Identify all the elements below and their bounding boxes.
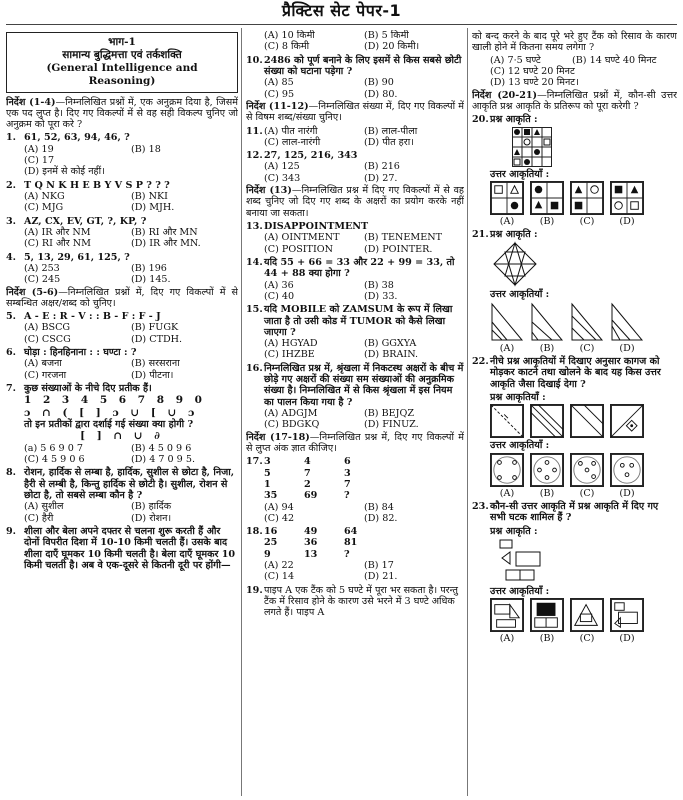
answer-figures — [472, 453, 677, 487]
answer-figure-c[interactable] — [570, 453, 604, 487]
question-9: 9. शीला और बेला अपने दफ्तर से चलना शुरू करती हैं और दोनों विपरीत दिशा में 10-10 किमी चलती हैं। उसके बाद शीला दाएँ घूमकर 10 किमी चलती है। बेला दाएँ घूमकर 10 किमी चलती है। अब वे एक-दूसरे से कितनी दूरी पर होंगी— — [6, 525, 236, 571]
question-16: 16. निम्नलिखित प्रश्न में, श्रृंखला में निकटस्थ अक्षरों के बीच में छोड़े गए अक्षरों की संख्या सम संख्याओं की अनुक्रमिक संख्या है। निम्नलिखित में से किस श्रृंखला में इस नियम का पालन किया गया है ? — [246, 362, 464, 408]
options: (A) 22 (B) 17 (C) 14 (D) 21. — [264, 560, 398, 583]
column-divider — [467, 28, 468, 796]
options: (A) बजना (B) सरसराना (C) गरजना (D) पीटना। — [24, 358, 180, 381]
question-text: तो इन प्रतीकों द्वारा दर्शाई गई संख्या क्या होगी ? — [24, 419, 194, 431]
question-19-continued: को बन्द करने के बाद पूरे भरे हुए टैंक को रिसाव के कारण खाली होने में कितना समय लगेगा ? — [472, 31, 677, 54]
instruction: निर्देश (11-12)—निम्नलिखित संख्या में, दिए गए विकल्पों में से विषम शब्द/संख्या चुनिए। — [246, 100, 464, 124]
options: (A) 125 (B) 216 (C) 343 (D) 27. — [264, 161, 400, 184]
answer-figure-d[interactable] — [610, 598, 644, 632]
question-11: 11. (A) पीत नारंगी (B) लाल-पीला — [246, 125, 418, 137]
question-20: 20. प्रश्न आकृति : — [472, 114, 538, 126]
grid-figure — [512, 127, 552, 167]
answer-figures-label: उत्तर आकृतियाँ : — [490, 168, 550, 180]
options: (A) ADGJM (B) BEJQZ (C) BDGKQ (D) FINUZ. — [264, 408, 419, 431]
instruction: निर्देश (17-18)—निम्नलिखित प्रश्न में, दिए गए विकल्पों में से लुप्त अंक ज्ञात कीजिए। — [246, 431, 464, 454]
options: (A) IR और NM (B) RI और MN (C) RI और NM (D) IR और MN. — [24, 226, 201, 250]
question-14: 14. यदि 55 + 66 = 33 और 22 + 99 = 33, तो 44 + 88 क्या होगा ? — [246, 256, 455, 280]
answer-figure-b[interactable] — [530, 453, 564, 487]
answer-figures-label: उत्तर आकृतियाँ : — [490, 585, 550, 597]
star-figure — [492, 241, 538, 287]
question-figure — [472, 127, 677, 167]
page-title: प्रैक्टिस सेट पेपर-1 — [281, 1, 402, 20]
question-22: 22. नीचे प्रश्न आकृतियों में दिखाए अनुसार कागज को मोड़कर काटने तथा खोलने के बाद यह किस उत्तर आकृति जैसा दिखाई देगा ? — [472, 356, 661, 390]
question-10: 10. 2486 को पूर्ण बनाने के लिए इसमें से किस सबसे छोटी संख्या को घटाना पड़ेगा ? — [246, 54, 462, 77]
answer-figure-b[interactable] — [530, 302, 564, 342]
question-15: 15. यदि MOBILE को ZAMSUM के रूप में लिखा जाता है तो उसी कोड में TUMOR को कैसे लिखा जाएगा ? — [246, 304, 453, 338]
fold-step-1 — [490, 404, 524, 438]
answer-figure-a[interactable] — [490, 598, 524, 632]
question-1: 1. 61, 52, 63, 94, 46, ? — [6, 132, 130, 144]
question-13: 13. DISAPPOINTMENT — [246, 221, 369, 232]
answer-figure-d[interactable] — [610, 181, 644, 215]
instruction: निर्देश (5-6)—निम्नलिखित प्रश्नों में, दिए गए विकल्पों में से सम्बन्धित अक्षर/शब्द को चुनिए। — [6, 286, 238, 309]
symbol-row: ɔ ∩ ( [ ] ɔ ∪ [ ∪ ɔ — [24, 406, 199, 419]
options: (a) 5 6 9 0 7 (B) 4 5 0 9 6 (C) 4 5 9 0 6 (D) 4 7 0 9 5. — [24, 442, 195, 466]
option-letters: (A) (B) (C) (D) — [499, 487, 635, 499]
option-letters: (A) (B) (C) (D) — [499, 342, 635, 354]
option: (C) 12 घण्टे 20 मिनट — [490, 65, 575, 77]
options: (A) 10 किमी (B) 5 किमी (C) 8 किमी (D) 20 किमी। — [264, 30, 420, 53]
options: (A) 19 (B) 18 (C) 17 — [24, 143, 161, 167]
answer-figure-b[interactable] — [530, 598, 564, 632]
options: (A) 7·5 घण्टे (B) 14 घण्टे 40 मिनट — [490, 54, 657, 66]
answer-figure-a[interactable] — [490, 453, 524, 487]
fold-step-2 — [530, 404, 564, 438]
question-12: 12. 27, 125, 216, 343 — [246, 150, 358, 162]
question-figure-label: प्रश्न आकृति : — [490, 525, 538, 537]
question-8: 8. रोशन, हार्दिक से लम्बा है, हार्दिक, सुशील से छोटा है, निजा, हैरी से लम्बी है, किन्तु हार्दिक से छोटी है। सुशील, रोशन से छोटा है, तो सबसे लम्बा कौन है ? — [6, 467, 235, 501]
answer-figure-d[interactable] — [610, 453, 644, 487]
options: (A) 253 (B) 196 (C) 245 (D) 145. — [24, 262, 171, 286]
question-7: 7. कुछ संख्याओं के नीचे दिए प्रतीक हैं। — [6, 383, 152, 394]
question-figure — [472, 538, 677, 584]
options: (A) 94 (B) 84 (C) 42 (D) 82. — [264, 501, 398, 524]
option-letters: (A) (B) (C) (D) — [499, 633, 635, 645]
column-divider — [241, 28, 242, 796]
answer-figure-c[interactable] — [570, 598, 604, 632]
question-18: 18. 16 49 64 25 36 81 9 13 ? — [246, 526, 358, 560]
answer-figures — [472, 181, 677, 215]
options: (C) लाल-नारंगी (D) पीत हरा। — [264, 136, 414, 148]
options: (A) BSCG (B) FUGK (C) CSCG (D) CTDH. — [24, 322, 183, 345]
question-figure — [472, 241, 677, 287]
answer-figures-label: उत्तर आकृतियाँ : — [490, 440, 550, 452]
column-3 — [472, 30, 677, 796]
question-17: 17. 3 4 6 5 7 3 1 2 7 35 69 ? — [246, 456, 351, 502]
answer-figure-c[interactable] — [570, 302, 604, 342]
instruction: निर्देश (13)—निम्नलिखित प्रश्न में दिए गए विकल्पों में से वह शब्द चुनिए जो दिए गए शब्द के अक्षरों का प्रयोग करके नहीं बनाया जा सकता। — [246, 185, 464, 219]
instruction: निर्देश (20-21)—निम्नलिखित प्रश्नों में, कौन-सी उत्तर आकृति प्रश्न आकृति के प्रतिरूप को पूरा करेगी ? — [472, 89, 677, 112]
option: (D) 13 घण्टे 20 मिनट। — [490, 77, 579, 89]
question-4: 4. 5, 13, 29, 61, 125, ? — [6, 251, 130, 263]
question-figures — [472, 404, 677, 438]
answer-figures — [472, 598, 677, 632]
answer-figures-label: उत्तर आकृतियाँ : — [490, 289, 550, 301]
question-23: 23. कौन-सी उत्तर आकृति में प्रश्न आकृति में दिए गए सभी घटक शामिल हैं ? — [472, 500, 659, 524]
options: (A) 85 (B) 90 (C) 95 (D) 80. — [264, 77, 398, 100]
options: (A) NKG (B) NKI (C) MJG (D) MJH. — [24, 191, 175, 214]
given-symbols: [ ] ∩ ∪ ∂ — [80, 430, 164, 443]
answer-figure-c[interactable] — [570, 181, 604, 215]
number-row: 1 2 3 4 5 6 7 8 9 0 — [24, 394, 206, 407]
answer-figure-a[interactable] — [490, 181, 524, 215]
option-letters: (A) (B) (C) (D) — [499, 215, 635, 227]
column-2 — [246, 30, 464, 796]
components-figure — [496, 538, 546, 584]
answer-figure-a[interactable] — [490, 302, 524, 342]
fold-step-4 — [610, 404, 644, 438]
section-english-title: Reasoning) — [88, 75, 156, 88]
question-figures-label: प्रश्न आकृतियाँ : — [490, 392, 546, 403]
question-19: 19. पाइप A एक टैंक को 5 घण्टे में पूरा भर सकता है। परन्तु टैंक में रिसाव होने के कारण उसे भरने में 3 घण्टे अधिक लगते हैं। पाइप A — [246, 584, 459, 619]
answer-figure-d[interactable] — [610, 302, 644, 342]
section-english-title: (General Intelligence and — [46, 62, 198, 75]
answer-figure-b[interactable] — [530, 181, 564, 215]
options: (A) 36 (B) 38 (C) 40 (D) 33. — [264, 279, 398, 302]
answer-figures — [472, 302, 677, 342]
title-divider — [6, 24, 677, 25]
options: (A) सुशील (B) हार्दिक (C) हैरी (D) रोशन। — [24, 501, 172, 524]
question-5: 5. A - E : R - V : : B - F : F - J — [6, 311, 161, 323]
instruction: निर्देश (1-4)—निम्नलिखित प्रश्नों में, एक अनुक्रम दिया है, जिसमें एक पद लुप्त है। दिए गए विकल्पों में से वह सही विकल्प चुनिए जो अनुक्रम को पूरा करे ? — [6, 96, 238, 131]
question-21: 21. प्रश्न आकृति : — [472, 229, 538, 241]
section-heading-box — [6, 32, 238, 93]
question-2: 2. T Q N K H E B Y V S P ? ? ? — [6, 179, 170, 191]
options: (A) HGYAD (B) GGXYA (C) IHZBE (D) BRAIN. — [264, 338, 419, 361]
question-3: 3. AZ, CX, EV, GT, ?, KP, ? — [6, 215, 147, 227]
options: (A) OINTMENT (B) TENEMENT (C) POSITION (D) POINTER. — [264, 232, 443, 255]
fold-step-3 — [570, 404, 604, 438]
section-part: भाग-1 — [108, 36, 136, 48]
column-1 — [6, 30, 238, 796]
question-6: 6. घोड़ा : हिनहिनाना : : घण्टा : ? — [6, 347, 137, 359]
section-hindi-title: सामान्य बुद्धिमत्ता एवं तर्कशक्ति — [62, 49, 182, 62]
option: (D) इनमें से कोई नहीं। — [24, 166, 105, 178]
